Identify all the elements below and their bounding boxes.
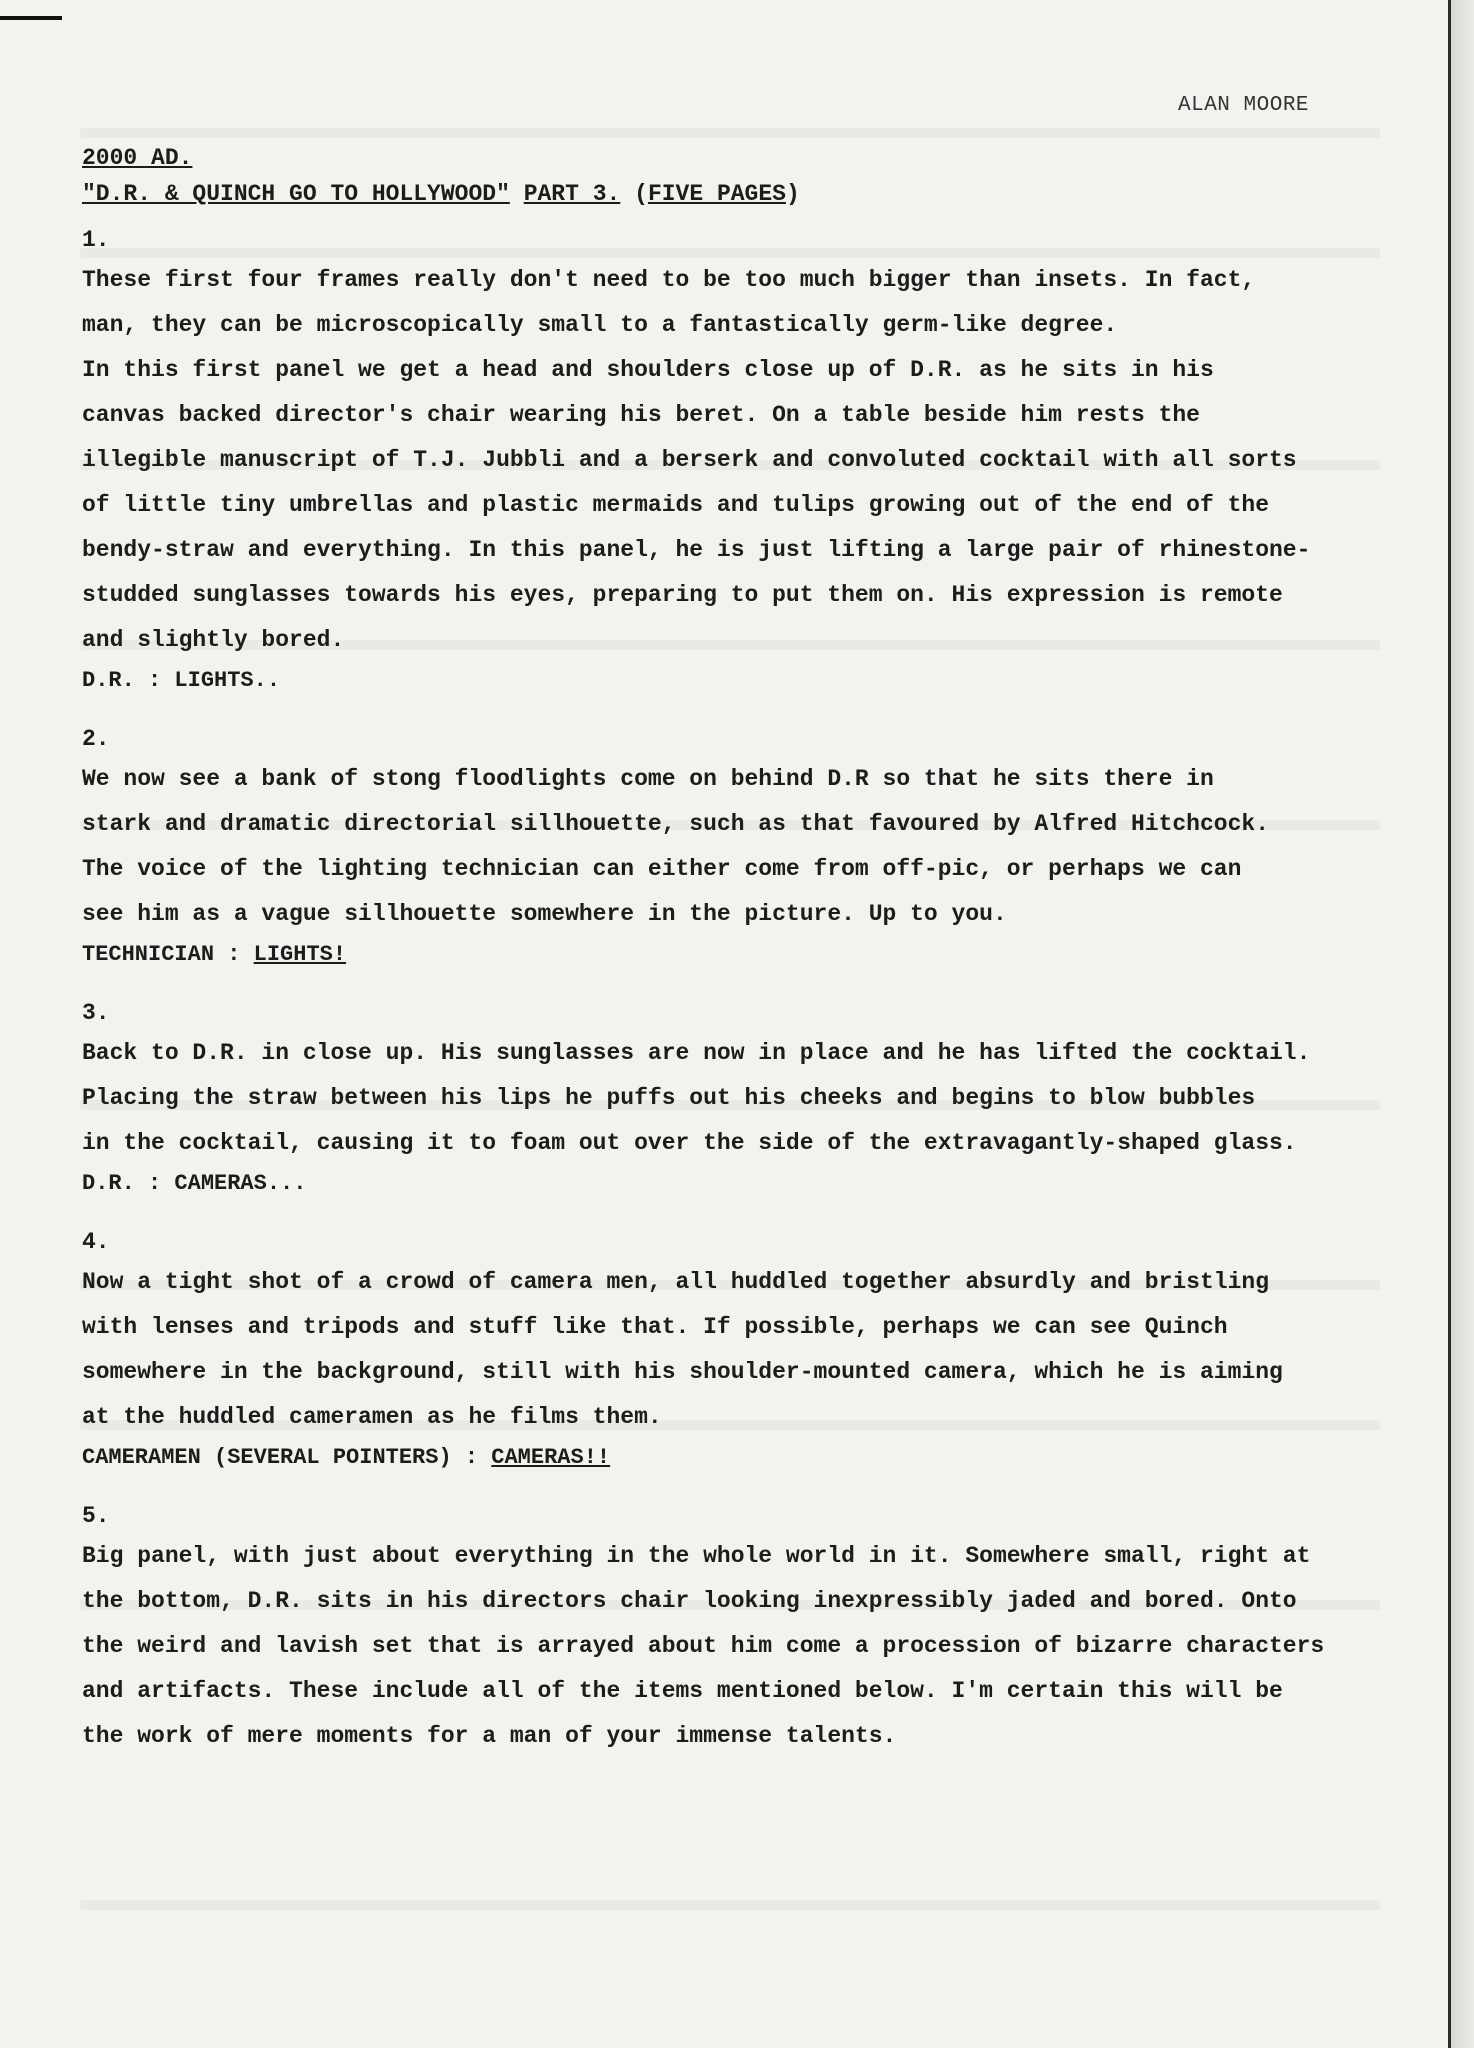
dialogue-speaker: CAMERAMEN (SEVERAL POINTERS) bbox=[82, 1445, 452, 1470]
script-body bbox=[82, 140, 1437, 1759]
panel-description: We now see a bank of stong floodlights come on behind D.R so that he sits there in stark and dramatic directorial sillhouette, such as that favoured by Alfred Hitchcock. The voice of the lighting technician can either come from off-pic, or perhaps we can see him as a vague sillhouette somewhere in the picture. Up to you. bbox=[82, 766, 1269, 927]
corner-dash-mark bbox=[0, 16, 62, 20]
dialogue-line bbox=[82, 663, 1437, 699]
dialogue-text: CAMERAS!! bbox=[491, 1445, 611, 1470]
panel-number: 2. bbox=[82, 726, 110, 752]
author-name: ALAN MOORE bbox=[1178, 94, 1310, 117]
episode-title bbox=[82, 176, 1437, 212]
dialogue-speaker: D.R. bbox=[82, 668, 135, 693]
dialogue-line bbox=[82, 937, 1437, 973]
page-count-text: FIVE PAGES bbox=[647, 181, 786, 207]
panel-description: In this first panel we get a head and shoulders close up of D.R. as he sits in his canvas backed director's chair wearing his beret. On a table beside him rests the illegible manuscript of T.J. Jubbli and a berserk and convoluted cocktail with all sorts of little tiny umbrellas and plastic mermaids and tulips growing out of the end of the bendy-straw and everything. In this panel, he is just lifting a large pair of rhinestone- studded sunglasses towards his eyes, preparing to put them on. His expression is remote and slightly bored. bbox=[82, 357, 1311, 653]
panel-description: Back to D.R. in close up. His sunglasses are now in place and he has lifted the cocktail. Placing the straw between his lips he puffs out his cheeks and begins to blow bubbles in the cocktail, causing it to foam out over the side of the extravagantly-shaped glass. bbox=[82, 1040, 1311, 1156]
episode-title-text: "D.R. & QUINCH GO TO HOLLYWOOD" bbox=[82, 181, 510, 207]
panel-number: 3. bbox=[82, 1000, 110, 1026]
panel-description: Big panel, with just about everything in the whole world in it. Somewhere small, right at the bottom, D.R. sits in his directors chair looking inexpressibly jaded and bored. Onto the weird and lavish set that is arrayed about him come a procession of bizarre characters and artifacts. These include all of the items mentioned below. I'm certain this will be the work of mere moments for a man of your immense talents. bbox=[82, 1543, 1325, 1749]
panel-number: 5. bbox=[82, 1503, 110, 1529]
page-count: (FIVE PAGES) bbox=[634, 181, 800, 207]
episode-part: PART 3. bbox=[523, 181, 621, 207]
dialogue-line bbox=[82, 1166, 1437, 1202]
dialogue-text: LIGHTS.. bbox=[174, 668, 281, 693]
panel-description: These first four frames really don't need to be too much bigger than insets. In fact, man, they can be microscopically small to a fantastically germ-like degree. bbox=[82, 267, 1256, 338]
dialogue-separator: : bbox=[148, 668, 162, 693]
panel-number: 4. bbox=[82, 1229, 110, 1255]
dialogue-speaker: TECHNICIAN bbox=[82, 942, 215, 967]
show-through-line bbox=[80, 128, 1380, 138]
dialogue-text: LIGHTS! bbox=[253, 942, 347, 967]
panel-description: Now a tight shot of a crowd of camera men, all huddled together absurdly and bristling with lenses and tripods and stuff like that. If possible, perhaps we can see Quinch somewhere in the background, still with his shoulder-mounted camera, which he is aiming at the huddled cameramen as he films them. bbox=[82, 1269, 1283, 1430]
panel-number: 1. bbox=[82, 227, 110, 253]
dialogue-separator: : bbox=[464, 1445, 479, 1470]
dialogue-separator: : bbox=[148, 1171, 162, 1196]
dialogue-separator: : bbox=[227, 942, 241, 967]
publication-name: 2000 AD. bbox=[82, 145, 193, 171]
dialogue-text: CAMERAS... bbox=[174, 1171, 307, 1196]
show-through-line bbox=[80, 1900, 1380, 1910]
dialogue-speaker: D.R. bbox=[82, 1171, 135, 1196]
dialogue-line bbox=[82, 1440, 1437, 1476]
page-edge-shadow bbox=[1451, 0, 1474, 2048]
